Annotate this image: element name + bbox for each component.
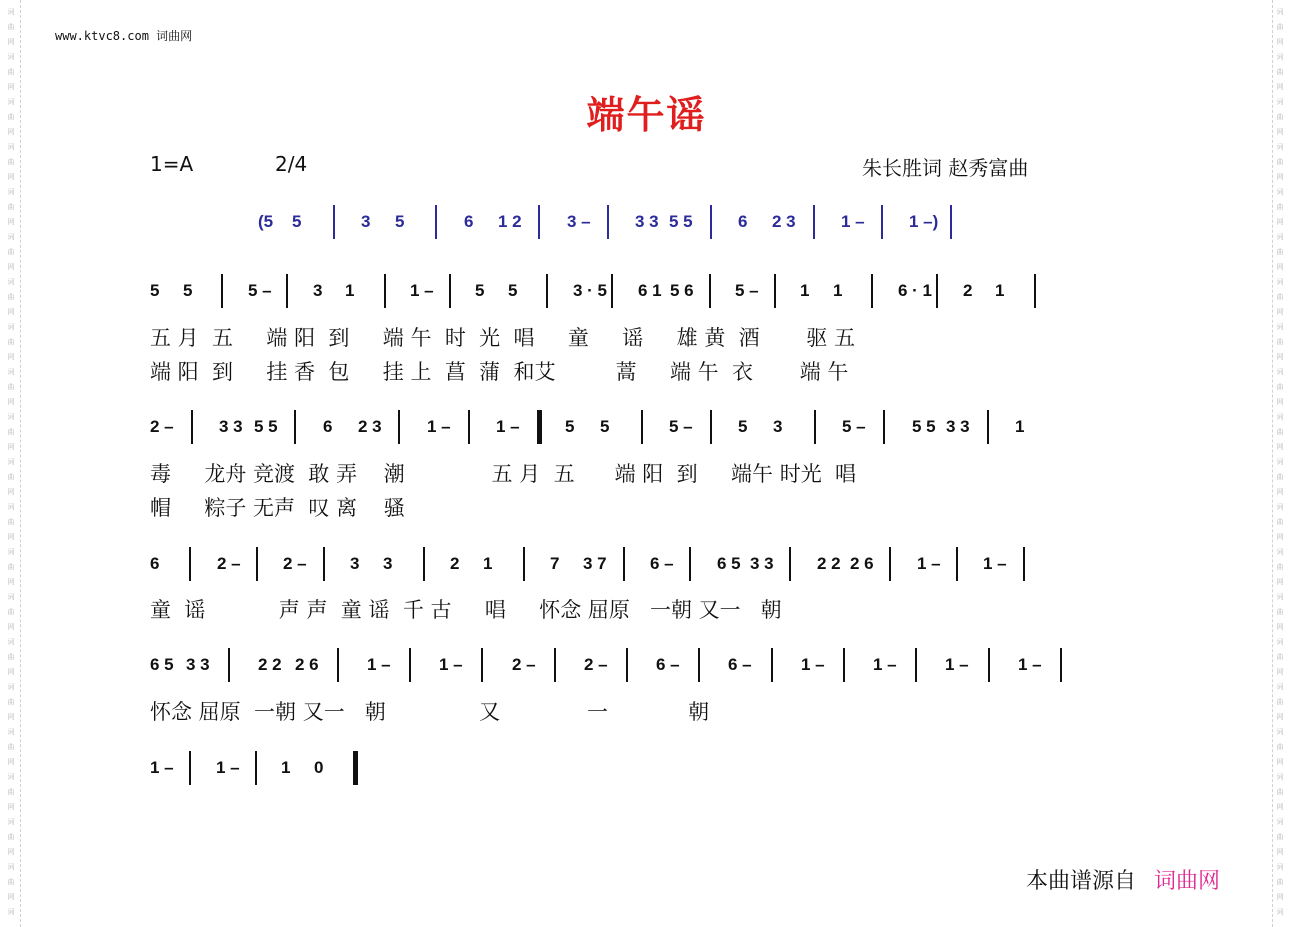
note-token: 6 5 bbox=[150, 655, 174, 674]
note-token: 6 bbox=[464, 212, 474, 231]
watermark-glyph: 曲 bbox=[1276, 248, 1284, 256]
note-token: 3 3 bbox=[186, 655, 210, 674]
watermark-glyph: 词 bbox=[7, 53, 15, 61]
note-token: 1 – bbox=[873, 655, 897, 674]
watermark-glyph: 词 bbox=[7, 683, 15, 691]
barline bbox=[468, 410, 470, 444]
note-token: 3 3 bbox=[750, 554, 774, 573]
barline bbox=[423, 547, 425, 581]
barline bbox=[546, 274, 548, 308]
note-token: 1 – bbox=[150, 758, 174, 777]
watermark-glyph: 网 bbox=[7, 263, 15, 271]
note-token: 6 bbox=[738, 212, 748, 231]
watermark-glyph: 网 bbox=[1276, 38, 1284, 46]
watermark-glyph: 网 bbox=[7, 623, 15, 631]
note-token: 3 bbox=[350, 554, 360, 573]
watermark-glyph: 网 bbox=[1276, 803, 1284, 811]
watermark-glyph: 词 bbox=[7, 188, 15, 196]
barline bbox=[987, 410, 989, 444]
note-token: 1 bbox=[833, 281, 843, 300]
watermark-glyph: 网 bbox=[7, 128, 15, 136]
note-token: 2 3 bbox=[358, 417, 382, 436]
barline bbox=[191, 410, 193, 444]
repeat-barline bbox=[537, 410, 542, 444]
note-token: 7 bbox=[550, 554, 560, 573]
note-token: 2 6 bbox=[850, 554, 874, 573]
watermark-glyph: 词 bbox=[1276, 233, 1284, 241]
note-token: 5 bbox=[183, 281, 193, 300]
note-token: 2 3 bbox=[772, 212, 796, 231]
note-token: 6 5 bbox=[717, 554, 741, 573]
source-label: 本曲谱源自 bbox=[1026, 869, 1137, 894]
barline bbox=[294, 410, 296, 444]
watermark-glyph: 网 bbox=[7, 488, 15, 496]
barline bbox=[889, 547, 891, 581]
barline bbox=[871, 274, 873, 308]
barline bbox=[337, 648, 339, 682]
watermark-glyph: 曲 bbox=[7, 113, 15, 121]
barline bbox=[323, 547, 325, 581]
watermark-glyph: 曲 bbox=[1276, 293, 1284, 301]
note-token: (5 bbox=[258, 212, 274, 231]
watermark-glyph: 网 bbox=[7, 308, 15, 316]
watermark-glyph: 词 bbox=[7, 863, 15, 871]
song-title: 端午谣 bbox=[586, 92, 707, 137]
note-token: 1 bbox=[483, 554, 493, 573]
barline bbox=[398, 410, 400, 444]
note-token: 5 bbox=[292, 212, 302, 231]
watermark-glyph: 网 bbox=[7, 398, 15, 406]
note-token: 2 2 bbox=[817, 554, 841, 573]
watermark-glyph: 曲 bbox=[7, 878, 15, 886]
lyric-line-1: 五 月 五 端 阳 到 端 午 时 光 唱 童 谣 雄 黄 酒 驱 五 bbox=[150, 326, 856, 350]
watermark-glyph: 曲 bbox=[1276, 518, 1284, 526]
watermark-glyph: 网 bbox=[7, 668, 15, 676]
watermark-glyph: 网 bbox=[7, 218, 15, 226]
watermark-glyph: 网 bbox=[7, 578, 15, 586]
watermark-glyph: 曲 bbox=[1276, 653, 1284, 661]
note-token: 2 bbox=[963, 281, 973, 300]
watermark-glyph: 词 bbox=[7, 98, 15, 106]
barline bbox=[623, 547, 625, 581]
watermark-glyph: 曲 bbox=[1276, 698, 1284, 706]
barline bbox=[641, 410, 643, 444]
lyric-line-2: 端 阳 到 挂 香 包 挂 上 菖 蒲 和艾 蒿 端 午 衣 端 午 bbox=[150, 360, 849, 384]
watermark-glyph: 词 bbox=[1276, 368, 1284, 376]
watermark-glyph: 词 bbox=[1276, 458, 1284, 466]
watermark-glyph: 曲 bbox=[1276, 743, 1284, 751]
watermark-glyph: 词 bbox=[1276, 98, 1284, 106]
note-token: 5 bbox=[738, 417, 748, 436]
note-token: 6 – bbox=[650, 554, 674, 573]
note-token: 1 bbox=[800, 281, 810, 300]
barline bbox=[956, 547, 958, 581]
barline bbox=[771, 648, 773, 682]
watermark-glyph: 曲 bbox=[7, 563, 15, 571]
barline bbox=[1034, 274, 1036, 308]
watermark-glyph: 曲 bbox=[7, 608, 15, 616]
watermark-glyph: 词 bbox=[1276, 503, 1284, 511]
barline bbox=[228, 648, 230, 682]
note-token: 3 3 bbox=[219, 417, 243, 436]
barline bbox=[813, 205, 815, 239]
barline bbox=[611, 274, 613, 308]
repeat-barline bbox=[353, 751, 358, 785]
watermark-glyph: 曲 bbox=[7, 158, 15, 166]
note-token: 1 –) bbox=[909, 212, 939, 231]
watermark-glyph: 曲 bbox=[7, 383, 15, 391]
watermark-glyph: 网 bbox=[1276, 353, 1284, 361]
watermark-glyph: 词 bbox=[1276, 863, 1284, 871]
watermark-glyph: 网 bbox=[1276, 443, 1284, 451]
barline bbox=[189, 751, 191, 785]
site-name: 词曲网 bbox=[156, 29, 193, 43]
watermark-glyph: 曲 bbox=[1276, 158, 1284, 166]
note-token: 1 bbox=[281, 758, 291, 777]
watermark-glyph: 曲 bbox=[7, 23, 15, 31]
barline bbox=[1023, 547, 1025, 581]
left-watermark-strip bbox=[4, 0, 21, 927]
barline bbox=[883, 410, 885, 444]
watermark-glyph: 词 bbox=[1276, 413, 1284, 421]
note-token: 1 – bbox=[367, 655, 391, 674]
barline bbox=[843, 648, 845, 682]
note-token: 1 – bbox=[917, 554, 941, 573]
watermark-glyph: 曲 bbox=[1276, 563, 1284, 571]
barline bbox=[689, 547, 691, 581]
watermark-glyph: 网 bbox=[1276, 173, 1284, 181]
note-token: 5 bbox=[395, 212, 405, 231]
barline bbox=[523, 547, 525, 581]
site-url[interactable] bbox=[55, 27, 192, 44]
note-token: 1 – bbox=[945, 655, 969, 674]
barline bbox=[286, 274, 288, 308]
watermark-glyph: 曲 bbox=[7, 788, 15, 796]
note-token: 1 – bbox=[439, 655, 463, 674]
barline bbox=[709, 274, 711, 308]
watermark-glyph: 词 bbox=[7, 728, 15, 736]
note-token: 5 bbox=[150, 281, 160, 300]
note-token: 3 3 bbox=[946, 417, 970, 436]
note-token: 1 – bbox=[427, 417, 451, 436]
watermark-glyph: 网 bbox=[1276, 848, 1284, 856]
note-token: 1 – bbox=[983, 554, 1007, 573]
watermark-glyph: 曲 bbox=[1276, 23, 1284, 31]
watermark-glyph: 词 bbox=[1276, 728, 1284, 736]
watermark-glyph: 网 bbox=[1276, 668, 1284, 676]
lyric-line-5: 童 谣 声 声 童 谣 千 古 唱 怀念 屈原 一朝 又一 朝 bbox=[150, 598, 782, 622]
watermark-glyph: 词 bbox=[1276, 593, 1284, 601]
watermark-glyph: 词 bbox=[1276, 638, 1284, 646]
watermark-glyph: 词 bbox=[7, 458, 15, 466]
note-token: 3 7 bbox=[583, 554, 607, 573]
note-token: 5 – bbox=[735, 281, 759, 300]
watermark-glyph: 词 bbox=[1276, 773, 1284, 781]
note-token: 1 – bbox=[841, 212, 865, 231]
watermark-glyph: 曲 bbox=[1276, 878, 1284, 886]
note-token: 1 – bbox=[801, 655, 825, 674]
watermark-glyph: 网 bbox=[1276, 398, 1284, 406]
barline bbox=[607, 205, 609, 239]
note-token: 2 – bbox=[512, 655, 536, 674]
note-token: 5 bbox=[508, 281, 518, 300]
watermark-glyph: 曲 bbox=[7, 338, 15, 346]
note-token: 5 5 bbox=[254, 417, 278, 436]
note-token: 1 – bbox=[1018, 655, 1042, 674]
note-token: 6 bbox=[150, 554, 160, 573]
note-token: 6 · 1 bbox=[898, 281, 933, 300]
watermark-glyph: 网 bbox=[1276, 488, 1284, 496]
watermark-glyph: 曲 bbox=[7, 248, 15, 256]
note-token: 1 bbox=[995, 281, 1005, 300]
time-signature: 2/4 bbox=[275, 152, 308, 176]
note-token: 6 – bbox=[656, 655, 680, 674]
watermark-glyph: 词 bbox=[7, 818, 15, 826]
watermark-glyph: 曲 bbox=[1276, 428, 1284, 436]
barline bbox=[189, 547, 191, 581]
lyric-line-4: 帽 粽子 无声 叹 离 骚 bbox=[150, 496, 405, 520]
watermark-glyph: 网 bbox=[7, 893, 15, 901]
barline bbox=[789, 547, 791, 581]
note-token: 3 bbox=[773, 417, 783, 436]
watermark-glyph: 曲 bbox=[1276, 473, 1284, 481]
note-token: 0 bbox=[314, 758, 324, 777]
note-token: 2 – bbox=[584, 655, 608, 674]
watermark-glyph: 词 bbox=[1276, 143, 1284, 151]
right-watermark-strip bbox=[1272, 0, 1289, 927]
barline bbox=[221, 274, 223, 308]
barline bbox=[1060, 648, 1062, 682]
note-token: 1 bbox=[1015, 417, 1025, 436]
note-token: 5 – bbox=[248, 281, 272, 300]
barline bbox=[698, 648, 700, 682]
watermark-glyph: 词 bbox=[7, 413, 15, 421]
watermark-glyph: 网 bbox=[1276, 218, 1284, 226]
note-token: 2 – bbox=[150, 417, 174, 436]
barline bbox=[988, 648, 990, 682]
composer-credit: 朱长胜词 赵秀富曲 bbox=[862, 156, 1029, 180]
watermark-glyph: 词 bbox=[1276, 278, 1284, 286]
barline bbox=[409, 648, 411, 682]
barline bbox=[333, 205, 335, 239]
watermark-glyph: 曲 bbox=[7, 428, 15, 436]
watermark-glyph: 词 bbox=[7, 548, 15, 556]
note-token: 2 – bbox=[283, 554, 307, 573]
watermark-glyph: 词 bbox=[1276, 53, 1284, 61]
watermark-glyph: 曲 bbox=[1276, 383, 1284, 391]
watermark-glyph: 词 bbox=[7, 278, 15, 286]
watermark-glyph: 网 bbox=[1276, 533, 1284, 541]
watermark-glyph: 词 bbox=[7, 8, 15, 16]
watermark-glyph: 网 bbox=[7, 758, 15, 766]
note-token: 1 2 bbox=[498, 212, 522, 231]
watermark-glyph: 曲 bbox=[1276, 833, 1284, 841]
note-token: 3 · 5 bbox=[573, 281, 608, 300]
watermark-glyph: 网 bbox=[1276, 578, 1284, 586]
watermark-glyph: 网 bbox=[7, 173, 15, 181]
watermark-glyph: 网 bbox=[1276, 128, 1284, 136]
watermark-glyph: 词 bbox=[1276, 188, 1284, 196]
watermark-glyph: 曲 bbox=[7, 203, 15, 211]
watermark-glyph: 网 bbox=[7, 38, 15, 46]
watermark-glyph: 词 bbox=[1276, 818, 1284, 826]
watermark-glyph: 词 bbox=[1276, 683, 1284, 691]
watermark-glyph: 词 bbox=[7, 143, 15, 151]
barline bbox=[449, 274, 451, 308]
barline bbox=[936, 274, 938, 308]
note-token: 1 – bbox=[410, 281, 434, 300]
barline bbox=[814, 410, 816, 444]
note-token: 6 bbox=[323, 417, 333, 436]
watermark-glyph: 曲 bbox=[1276, 788, 1284, 796]
watermark-glyph: 网 bbox=[7, 533, 15, 541]
watermark-glyph: 网 bbox=[7, 83, 15, 91]
watermark-glyph: 网 bbox=[1276, 263, 1284, 271]
note-token: 2 6 bbox=[295, 655, 319, 674]
watermark-glyph: 曲 bbox=[1276, 338, 1284, 346]
note-token: 6 1 bbox=[638, 281, 662, 300]
watermark-glyph: 曲 bbox=[7, 653, 15, 661]
note-token: 5 bbox=[475, 281, 485, 300]
watermark-glyph: 词 bbox=[7, 323, 15, 331]
source-footer bbox=[1026, 864, 1220, 895]
watermark-glyph: 词 bbox=[7, 233, 15, 241]
watermark-glyph: 曲 bbox=[7, 293, 15, 301]
watermark-glyph: 词 bbox=[1276, 908, 1284, 916]
watermark-glyph: 网 bbox=[1276, 623, 1284, 631]
barline bbox=[774, 274, 776, 308]
watermark-glyph: 网 bbox=[7, 353, 15, 361]
note-token: 6 – bbox=[728, 655, 752, 674]
note-token: 5 – bbox=[669, 417, 693, 436]
watermark-glyph: 词 bbox=[7, 638, 15, 646]
note-token: 3 bbox=[313, 281, 323, 300]
barline bbox=[881, 205, 883, 239]
watermark-glyph: 网 bbox=[1276, 308, 1284, 316]
note-token: 5 6 bbox=[670, 281, 694, 300]
note-token: 2 2 bbox=[258, 655, 282, 674]
watermark-glyph: 词 bbox=[7, 503, 15, 511]
note-token: 3 bbox=[361, 212, 371, 231]
watermark-glyph: 曲 bbox=[1276, 113, 1284, 121]
watermark-glyph: 词 bbox=[7, 368, 15, 376]
watermark-glyph: 曲 bbox=[1276, 608, 1284, 616]
watermark-glyph: 词 bbox=[7, 908, 15, 916]
barline bbox=[950, 205, 952, 239]
watermark-glyph: 曲 bbox=[7, 473, 15, 481]
watermark-glyph: 曲 bbox=[7, 68, 15, 76]
barline bbox=[256, 547, 258, 581]
note-token: 2 – bbox=[217, 554, 241, 573]
watermark-glyph: 网 bbox=[1276, 758, 1284, 766]
note-token: 3 – bbox=[567, 212, 591, 231]
note-token: 5 5 bbox=[912, 417, 936, 436]
watermark-glyph: 网 bbox=[1276, 83, 1284, 91]
barline bbox=[915, 648, 917, 682]
barline bbox=[384, 274, 386, 308]
note-token: 3 3 bbox=[635, 212, 659, 231]
watermark-glyph: 网 bbox=[7, 443, 15, 451]
note-token: 1 – bbox=[496, 417, 520, 436]
barline bbox=[435, 205, 437, 239]
watermark-glyph: 网 bbox=[7, 713, 15, 721]
watermark-glyph: 词 bbox=[7, 593, 15, 601]
watermark-glyph: 网 bbox=[7, 803, 15, 811]
watermark-glyph: 词 bbox=[1276, 548, 1284, 556]
barline bbox=[626, 648, 628, 682]
key-signature: 1=A bbox=[150, 152, 194, 176]
watermark-glyph: 曲 bbox=[1276, 203, 1284, 211]
note-token: 5 bbox=[600, 417, 610, 436]
barline bbox=[481, 648, 483, 682]
lyric-line-6: 怀念 屈原 一朝 又一 朝 又 一 朝 bbox=[150, 700, 710, 724]
barline bbox=[554, 648, 556, 682]
note-token: 5 5 bbox=[669, 212, 693, 231]
barline bbox=[255, 751, 257, 785]
watermark-glyph: 曲 bbox=[7, 743, 15, 751]
barline bbox=[710, 205, 712, 239]
watermark-glyph: 曲 bbox=[7, 698, 15, 706]
watermark-glyph: 曲 bbox=[1276, 68, 1284, 76]
barline bbox=[710, 410, 712, 444]
watermark-glyph: 网 bbox=[7, 848, 15, 856]
note-token: 5 bbox=[565, 417, 575, 436]
note-token: 1 bbox=[345, 281, 355, 300]
note-token: 1 – bbox=[216, 758, 240, 777]
lyric-line-3: 毒 龙舟 竞渡 敢 弄 潮 五 月 五 端 阳 到 端午 时光 唱 bbox=[150, 462, 857, 486]
site-url-text[interactable]: www.ktvc8.com bbox=[55, 29, 149, 43]
barline bbox=[538, 205, 540, 239]
note-token: 3 bbox=[383, 554, 393, 573]
watermark-glyph: 词 bbox=[1276, 323, 1284, 331]
note-token: 5 – bbox=[842, 417, 866, 436]
watermark-glyph: 词 bbox=[1276, 8, 1284, 16]
watermark-glyph: 曲 bbox=[7, 833, 15, 841]
watermark-glyph: 网 bbox=[1276, 893, 1284, 901]
watermark-glyph: 词 bbox=[7, 773, 15, 781]
watermark-glyph: 曲 bbox=[7, 518, 15, 526]
source-brand-link[interactable]: 词曲网 bbox=[1154, 869, 1221, 894]
watermark-glyph: 网 bbox=[1276, 713, 1284, 721]
note-token: 2 bbox=[450, 554, 460, 573]
